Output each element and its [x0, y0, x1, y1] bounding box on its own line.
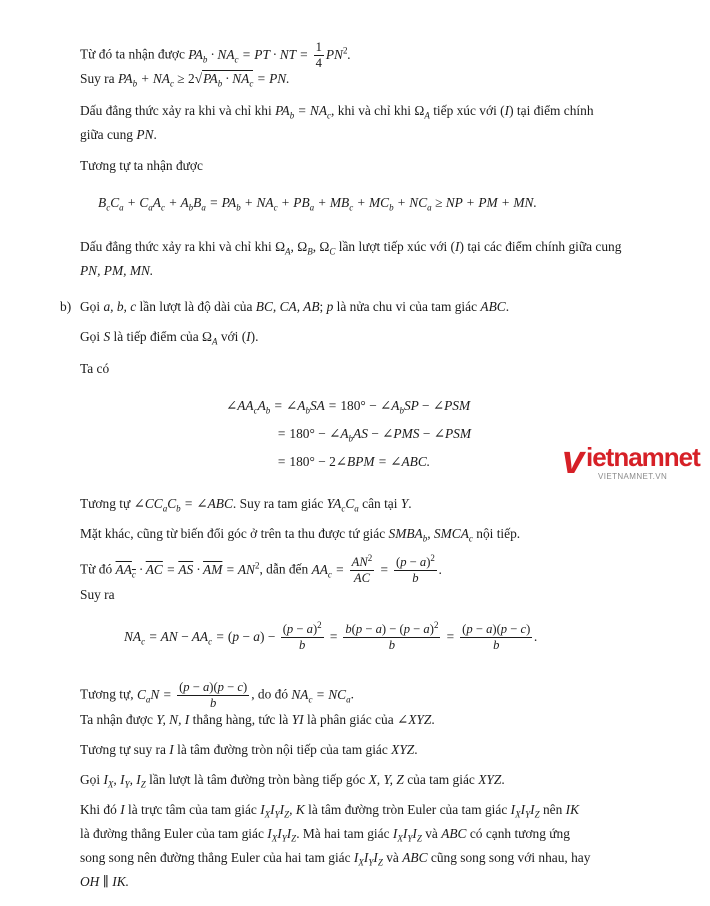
paragraph-line: Gọi a, b, c lần lượt là độ dài của BC, CA, AB; p là nửa chu vi của tam giác ABC. [80, 299, 510, 314]
math-expression: I [169, 742, 174, 757]
math-expression: X, Y, Z [368, 772, 404, 787]
math-expression: $I_XI_YI_Z$, K [260, 802, 305, 820]
paragraph-line: Tương tự ta nhận được [80, 158, 203, 173]
paragraph-line: Tương tự $\angle CC_aC_b$ = ∠ABC. Suy ra tam giác $YA_cC_a$ cân tại Y. [80, 496, 412, 514]
math-expression: PN, PM, MN. [80, 263, 154, 278]
math-expression: $PA_b + NA_c \ge 2√PA_b \cdot NA_c$ = PN. [117, 71, 290, 89]
math-expression: ∠XYZ [397, 712, 432, 727]
math-expression: $NA_c = NC_a$ [291, 686, 351, 705]
math-expression: Y [400, 496, 409, 511]
math-expression: $YA_cC_a$ [326, 496, 359, 514]
paragraph-line: Suy ra $PA_b + NA_c \ge 2√PA_b \cdot NA_c$ = PN. [80, 71, 290, 89]
display-equation: $B_cC_a + C_aA_c + A_bB_a = PA_b + NA_c + PB_a + MB_c + MC_b + NC_a$ ≥ NP + PM + MN. [98, 195, 537, 213]
display-equation: = 180° − 2∠BPM = ∠ABC. [277, 454, 431, 469]
paragraph-line: giữa cung PN. [80, 127, 157, 142]
math-expression: XYZ [391, 742, 415, 757]
math-expression: a, b, c [103, 299, 137, 314]
math-expression: S [103, 329, 111, 344]
math-expression: IK [565, 802, 580, 817]
paragraph-line: Suy ra [80, 587, 115, 602]
math-expression: $PA_b = NA_c$ [275, 103, 332, 121]
paragraph-line: Gọi S là tiếp điểm của $\Omega_A$ với (I). [80, 329, 259, 347]
paragraph-line: Khi đó I là trực tâm của tam giác $I_XI_YI_Z$, K là tâm đường tròn Euler của tam giác $I_XI_YI_Z$ nên IK [80, 802, 580, 820]
math-expression: BC, CA, AB [255, 299, 320, 314]
math-expression: Y, N, I [156, 712, 190, 727]
display-equation: $\angle AA_cA_b$ = $\angle A_bSA = 180^\circ$ − $\angle A_bSP$ − ∠PSM [226, 398, 471, 416]
item-label: b) [60, 299, 72, 314]
display-equation: $NA_c$ = AN − $AA_c = (p - a)$ − $\frac{(p - a)^2}{b}$ = $\frac{b(p - a) - (p - a)^2}{b}$ = $\frac{(p - a)(p - c)}{b}$ . [124, 619, 538, 652]
paragraph-line: Từ đó ta nhận được $PA_b \cdot NA_c$ = PT · NT = $\frac{1}{4}$ $PN^2$. [80, 40, 351, 70]
math-expression: $\angle CC_aC_b$ = ∠ABC [133, 496, 233, 514]
paragraph-line: Ta nhận được Y, N, I thẳng hàng, tức là YI là phân giác của ∠XYZ. [80, 712, 435, 727]
vietnamnet-watermark: v ietnamnet VIETNAMNET.VN [562, 438, 700, 482]
paragraph-line [80, 262, 153, 280]
paragraph-line: Mặt khác, cũng từ biến đổi góc ở trên ta thu được tứ giác $SMBA_b$, $SMCA_c$ nội tiếp. [80, 526, 521, 544]
math-expression: (I) [500, 103, 514, 118]
paragraph-line: song song nên đường thẳng Euler của hai tam giác $I_XI_YI_Z$ và ABC cũng song song với nhau, hay [80, 850, 591, 868]
math-expression: ABC [480, 299, 506, 314]
paragraph-line: Gọi $I_X$, $I_Y$, $I_Z$ lần lượt là tâm đường tròn bàng tiếp góc X, Y, Z của tam giác XYZ. [80, 772, 505, 790]
paragraph-line: Tương tự, $C_aN$ = $\frac{(p - a)(p - c)}{b}$ , do đó $NA_c = NC_a$. [80, 680, 354, 710]
paragraph-line: Dấu đẳng thức xảy ra khi và chỉ khi $\Omega_A$, $\Omega_B$, $\Omega_C$ lần lượt tiếp xúc với (I) tại các điểm chính giữa cung [80, 239, 622, 257]
paragraph-line [80, 873, 129, 891]
math-expression: I [120, 802, 125, 817]
paragraph-line: là đường thẳng Euler của tam giác $I_XI_YI_Z$. Mà hai tam giác $I_XI_YI_Z$ và ABC có cạnh tương ứng [80, 826, 570, 844]
math-expression: $\Omega_A$ [202, 329, 218, 347]
math-expression: $AA_c \cdot \overline{AC} = \overline{AS} \cdot \overline{AM} = AN^2$ [115, 560, 260, 580]
math-expression: OH ∥ IK. [80, 874, 129, 889]
math-expression: $I_XI_YI_Z$ [353, 850, 383, 868]
math-expression: PN [136, 127, 154, 142]
math-expression: $I_XI_YI_Z$ [392, 826, 422, 844]
math-expression: ABC [402, 850, 428, 865]
math-expression: $I_XI_YI_Z$ [510, 802, 540, 820]
math-expression: $AA_c$ = $\frac{AN^2}{AC}$ = $\frac{(p - a)^2}{b}$ . [311, 552, 443, 585]
paragraph-line: Tương tự suy ra I là tâm đường tròn nội tiếp của tam giác XYZ. [80, 742, 418, 757]
math-expression: YI [291, 712, 304, 727]
math-expression: $I_XI_YI_Z$ [267, 826, 297, 844]
math-expression: XYZ [478, 772, 502, 787]
math-expression: (I) [450, 239, 464, 254]
math-expression: $I_X$, $I_Y$, $I_Z$ [103, 772, 146, 790]
math-expression: (I) [241, 329, 256, 344]
math-expression: $PA_b \cdot NA_c$ = PT · NT = $\frac{1}{4}$ $PN^2$. [188, 40, 351, 70]
math-expression: $\Omega_A$ [414, 103, 430, 121]
paragraph-line: Ta có [80, 361, 110, 376]
math-expression: $C_aN$ = $\frac{(p - a)(p - c)}{b}$ [136, 680, 248, 710]
math-expression: ABC [441, 826, 467, 841]
paragraph-line: Dấu đẳng thức xảy ra khi và chỉ khi $PA_b = NA_c$, khi và chỉ khi $\Omega_A$ tiếp xúc với (I) tại điểm chính [80, 103, 594, 121]
paragraph-line: Từ đó $AA_c \cdot \overline{AC} = \overline{AS} \cdot \overline{AM} = AN^2$, dẫn đến $AA_c$ = $\frac{AN^2}{AC}$ = $\frac{(p - a)^2}{b}$ . [80, 552, 443, 585]
math-expression: $\Omega_A$, $\Omega_B$, $\Omega_C$ [275, 239, 336, 257]
display-equation: = $180^\circ - \angle A_bAS$ − ∠PMS − ∠PSM [277, 426, 471, 444]
math-expression: $SMBA_b$, $SMCA_c$ [388, 526, 473, 544]
